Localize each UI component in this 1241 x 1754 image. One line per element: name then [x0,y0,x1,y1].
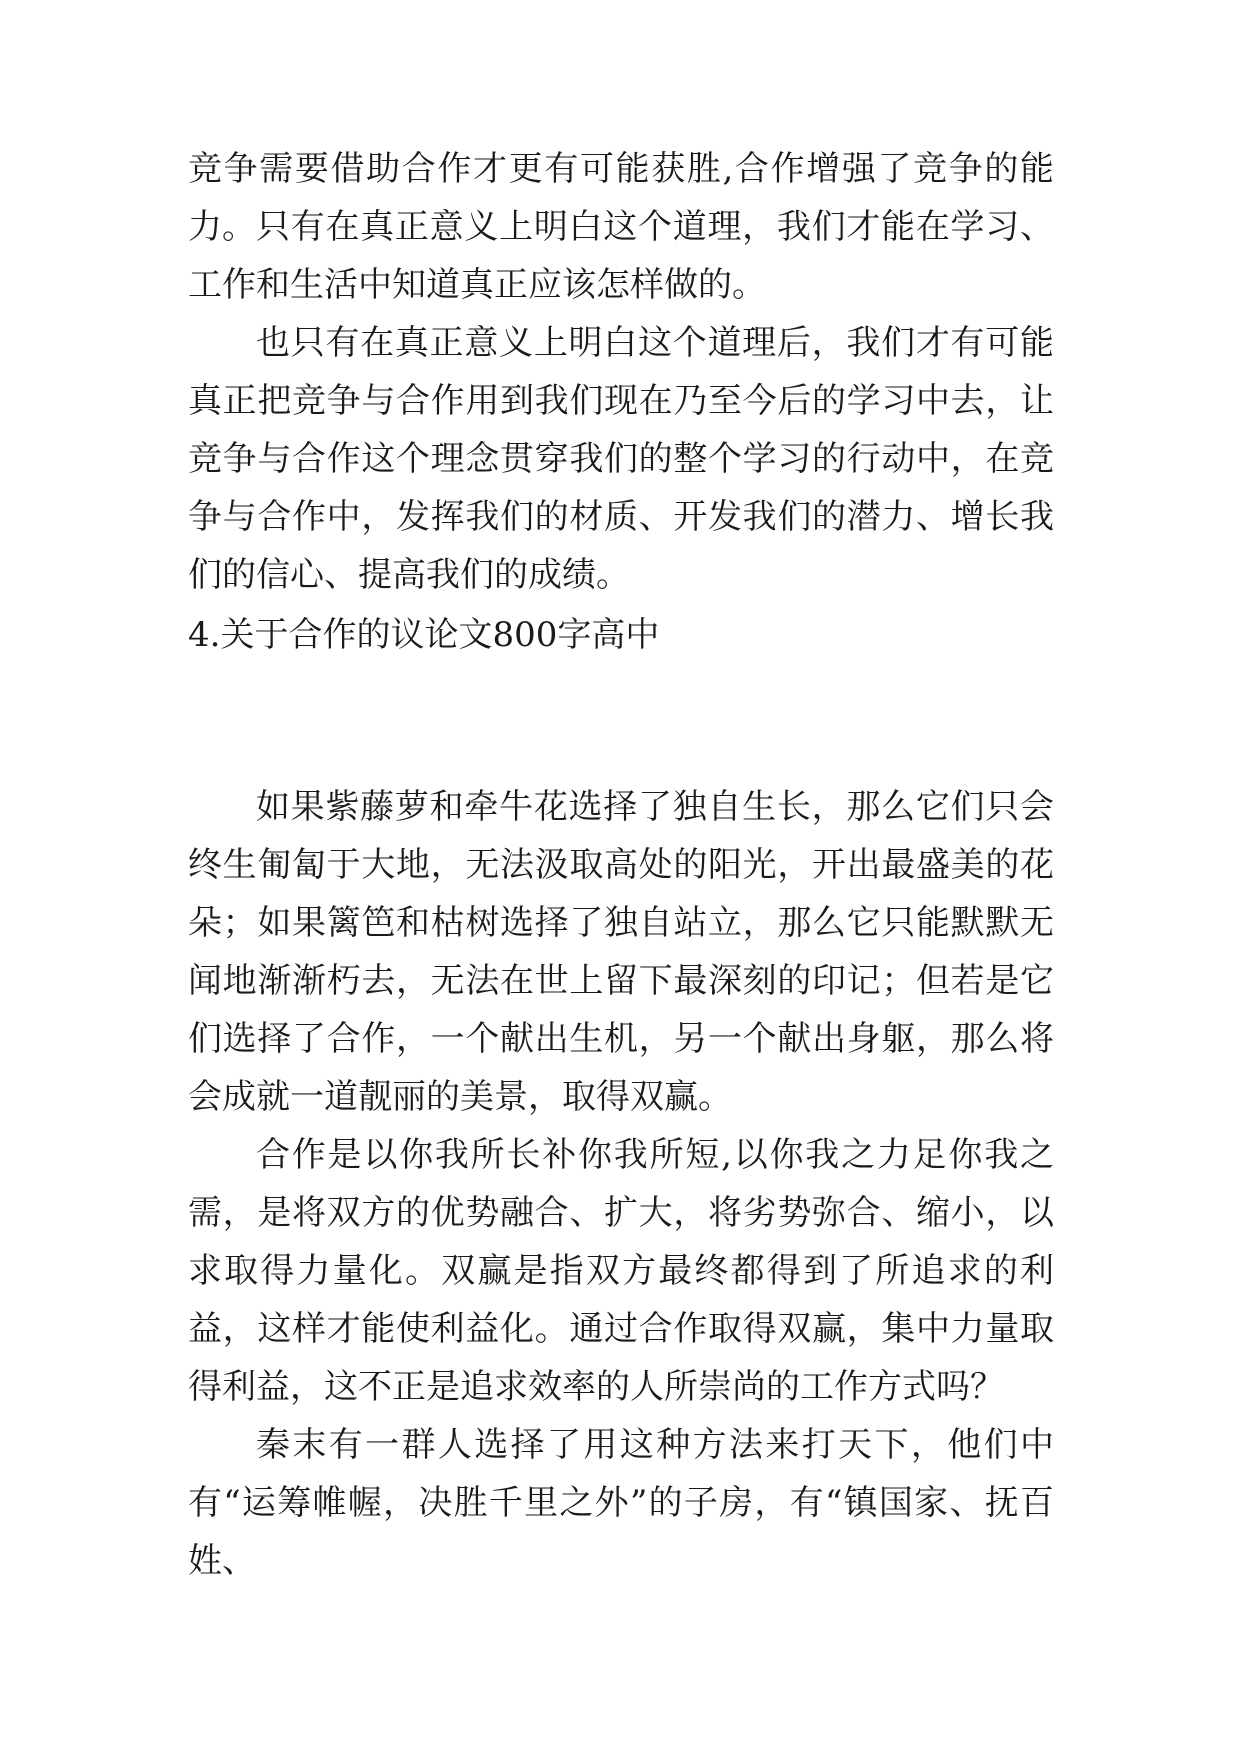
paragraph-wisteria-morning-glory: 如果紫藤萝和牵牛花选择了独自生长，那么它们只会终生匍匐于大地，无法汲取高处的阳光，开出最盛美的花朵；如果篱笆和枯树选择了独自站立，那么它只能默默无闻地渐渐朽去，无法在世上留下最深刻的印记；但若是它们选择了合作，一个献出生机，另一个献出身躯，那么将会成就一道靓丽的美景，取得双赢。 [188,787,1054,1117]
paragraph-competition-cooperation: 竞争需要借助合作才更有可能获胜,合作增强了竞争的能力。 [188,149,1054,247]
paragraph-apply-to-study: 也只有在真正意义上明白这个道理后，我们才有可能真正把竞争与合作用到我们现在乃至今后的学习中去，让竞争与合作这个理念贯穿我们的整个学习的行动中，在竞争与合作中，发挥我们的材质、开发我们的潜力、增长我们的信心、提高我们的成绩。 [188,323,1054,595]
paragraph-understand-principle: 只有在真正意义上明白这个道理，我们才能在学习、工作和生活中知道真正应该怎样做的。 [188,207,1054,305]
paragraph-qin-dynasty: 秦末有一群人选择了用这种方法来打天下，他们中有“运筹帷幄，决胜千里之外”的子房，有“镇国家、抚百姓、 [188,1425,1054,1581]
section-heading: 4.关于合作的议论文800字高中 [188,615,660,655]
paragraph-cooperation-win-win: 合作是以你我所长补你我所短,以你我之力足你我之需，是将双方的优势融合、扩大，将劣势弥合、缩小，以求取得力量化。双赢是指双方最终都得到了所追求的利益，这样才能使利益化。通过合作取得双赢，集中力量取得利益，这不正是追求效率的人所崇尚的工作方式吗？ [188,1135,1054,1407]
